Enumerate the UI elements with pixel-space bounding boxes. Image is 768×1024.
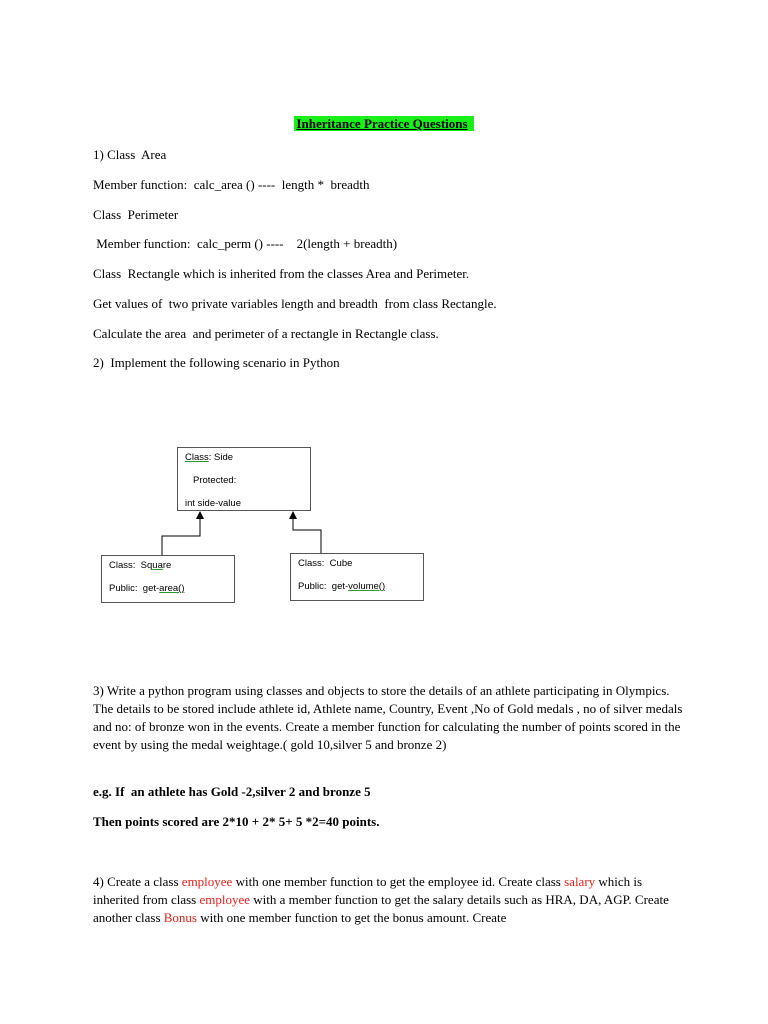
bonus-class-name: Bonus	[163, 910, 197, 925]
employee-class-name-2: employee	[199, 892, 251, 907]
salary-class-name: salary	[564, 874, 596, 889]
square-class-label: Class: Square	[109, 560, 172, 571]
square-class-box	[101, 555, 235, 603]
q3-paragraph: 3) Write a python program using classes and objects to store the details of an athlete participating in Olympics. The details to be stored include athlete id, Athlete name, Country, Event ,No of Gold medals , no of silver medals and no: of bronze won in the events. Create a member function for calculating the number of points scored in the event by using the medal weightage.( gold 10,silver 5 and bronze 2)	[93, 683, 683, 752]
q1-perimeter-class: Class Perimeter	[93, 207, 179, 222]
cube-public-label: Public: get-volume()	[298, 581, 386, 592]
class-diagram	[95, 440, 435, 610]
employee-class-name: employee	[181, 874, 233, 889]
square-public-label: Public: get-area()	[109, 583, 185, 594]
q2-heading: 2) Implement the following scenario in Python	[93, 355, 340, 370]
cube-class-box	[290, 553, 424, 601]
side-access-label: Protected:	[193, 475, 237, 486]
side-member-label: int side-value	[185, 498, 241, 509]
q1-perimeter-function: Member function: calc_perm () ---- 2(length + breadth)	[93, 236, 398, 251]
q1-area-function: Member function: calc_area () ---- length * breadth	[93, 177, 370, 192]
title-highlight: Inheritance Practice Questions	[294, 116, 473, 131]
side-class-box	[177, 447, 311, 511]
q1-heading: 1) Class Area	[93, 147, 167, 162]
cube-class-label: Class: Cube	[298, 558, 353, 569]
q3-example-line2: Then points scored are 2*10 + 2* 5+ 5 *2=40 points.	[93, 814, 380, 829]
q1-get-values: Get values of two private variables length and breadth from class Rectangle.	[93, 296, 497, 311]
cube-arrowhead	[289, 511, 297, 519]
side-class-label: Class: Side	[185, 452, 234, 463]
page-title	[0, 116, 768, 132]
q3-example-line1: e.g. If an athlete has Gold -2,silver 2 and bronze 5	[93, 784, 371, 799]
q4-paragraph: 4) Create a class employee with one member function to get the employee id. Create class salary which is inherited from class employee with a member function to get the salary details such as HRA, DA, AGP. Create another class Bonus with one member function to get the bonus amount. Create	[93, 874, 669, 925]
q1-rectangle-class: Class Rectangle which is inherited from the classes Area and Perimeter.	[93, 266, 470, 281]
q1-calculate: Calculate the area and perimeter of a rectangle in Rectangle class.	[93, 326, 439, 341]
square-arrowhead	[196, 511, 204, 519]
